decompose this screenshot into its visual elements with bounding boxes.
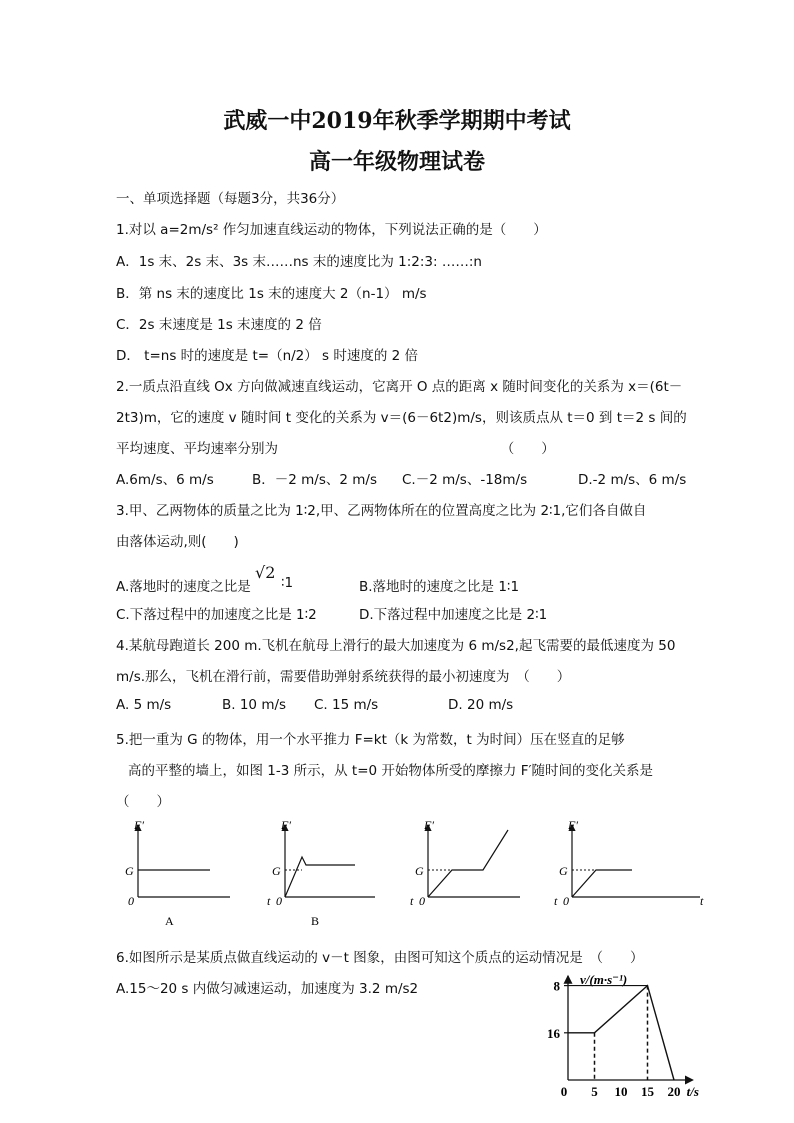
q6-option-a: A.15～20 s 内做匀减速运动，加速度为 3.2 m/s2 xyxy=(116,981,419,997)
q3-line1: 3.甲、乙两物体的质量之比为 1∶2,甲、乙两物体所在的位置高度之比为 2∶1,它们各自做自 xyxy=(116,503,647,519)
q1-option-c: C．2s 末速度是 1s 末速度的 2 倍 xyxy=(116,317,322,333)
y-tick-label: 16 xyxy=(547,1025,560,1041)
x-tick-label: 15 xyxy=(641,1084,654,1099)
q1-stem: 1.对以 a=2m/s² 作匀加速直线运动的物体，下列说法正确的是（ ） xyxy=(116,222,547,238)
origin-label: 0 xyxy=(419,894,425,908)
q4-line1: 4.某航母跑道长 200 m.飞机在航母上滑行的最大加速度为 6 m/s2,起飞需要的最低速度为 50 xyxy=(116,638,676,654)
g-label: G xyxy=(559,864,568,878)
q5-line1: 5.把一重为 G 的物体，用一个水平推力 F=kt（k 为常数，t 为时间）压在竖直的足够 xyxy=(116,732,625,748)
q5-line2: 高的平整的墙上，如图 1-3 所示，从 t=0 开始物体所受的摩擦力 F′随时间的变化关系是 xyxy=(128,763,654,779)
x-tick-label: 20 xyxy=(667,1084,681,1099)
q2-option-c: C.－2 m/s、-18m/s xyxy=(402,472,528,488)
origin-label: 0 xyxy=(563,894,569,908)
q2-line2: 2t3)m，它的速度 v 随时间 t 变化的关系为 v＝(6－6t2)m/s，则该质点从 t＝0 到 t＝2 s 间的 xyxy=(116,410,687,426)
t-axis-label: t xyxy=(410,894,414,908)
g-label: G xyxy=(415,864,424,878)
origin-label: 0 xyxy=(276,894,282,908)
origin-label: 0 xyxy=(128,894,134,908)
f-axis-label: F′ xyxy=(281,818,291,832)
q4-line2: m/s.那么，飞机在滑行前，需要借助弹射系统获得的最小初速度为 （ ） xyxy=(116,669,571,685)
graph-option-a xyxy=(125,818,230,928)
q4-option-b: B. 10 m/s xyxy=(222,697,287,713)
sqrt2-symbol: √2 xyxy=(255,563,276,582)
q4-option-c: C. 15 m/s xyxy=(314,697,379,713)
q2-option-b: B．－2 m/s、2 m/s xyxy=(252,472,377,488)
q3-option-d: D.下落过程中加速度之比是 2∶1 xyxy=(359,607,548,623)
x-tick-label: 10 xyxy=(614,1084,628,1099)
x-axis-label: t/s xyxy=(686,1084,699,1099)
q3-option-a-suffix: ∶1 xyxy=(281,575,294,591)
vt-chart xyxy=(540,970,740,1100)
q4-option-d: D. 20 m/s xyxy=(448,697,514,713)
q1-option-b: B．第 ns 末的速度比 1s 末的速度大 2（n-1） m/s xyxy=(116,286,427,302)
graph-option-c xyxy=(410,818,520,908)
exam-title: 武威一中2019年秋季学期期中考试 xyxy=(223,108,571,134)
q6-stem: 6.如图所示是某质点做直线运动的 v－t 图象，由图可知这个质点的运动情况是 （ ） xyxy=(116,950,644,966)
f-axis-label: F′ xyxy=(424,818,434,832)
x-tick-label: 5 xyxy=(591,1084,598,1099)
t-axis-label: t xyxy=(554,894,558,908)
g-label: G xyxy=(272,864,281,878)
option-a-label: A xyxy=(165,914,174,928)
q2-option-a: A.6m/s、6 m/s xyxy=(116,472,214,488)
f-axis-label: F′ xyxy=(568,818,578,832)
x-tick-label: 0 xyxy=(560,1084,568,1099)
q2-line3: 平均速度、平均速率分别为 （ ） xyxy=(116,441,555,457)
q3-line2: 由落体运动,则( ) xyxy=(116,534,239,550)
q2-option-d: D.-2 m/s、6 m/s xyxy=(578,472,687,488)
q2-line1: 2.一质点沿直线 Ox 方向做减速直线运动，它离开 O 点的距离 x 随时间变化的关系为 x＝(6t－ xyxy=(116,379,683,395)
q3-option-b: B.落地时的速度之比是 1∶1 xyxy=(359,579,520,595)
t-axis-label: t xyxy=(267,894,271,908)
f-axis-label: F′ xyxy=(134,818,144,832)
vt-series-line xyxy=(568,986,674,1080)
section-heading: 一、单项选择题（每题3分，共36分） xyxy=(116,191,345,207)
q3-option-a-prefix: A.落地时的速度之比是 xyxy=(116,579,251,595)
q5-line3: （ ） xyxy=(116,794,170,810)
option-b-label: B xyxy=(311,914,320,928)
q1-option-d: D． t=ns 时的速度是 t=（n/2） s 时速度的 2 倍 xyxy=(116,348,419,364)
q1-option-a: A．1s 末、2s 末、3s 末……ns 末的速度比为 1:2:3: ……:n xyxy=(116,254,482,270)
q4-option-a: A. 5 m/s xyxy=(116,697,172,713)
exam-subtitle: 高一年级物理试卷 xyxy=(308,149,485,175)
y-axis-label: v/(m·s⁻¹) xyxy=(580,972,628,987)
y-tick-label: 8 xyxy=(553,978,560,994)
g-label: G xyxy=(125,864,134,878)
graph-option-d xyxy=(554,818,704,908)
t-axis-label: t xyxy=(700,894,704,908)
q3-option-c: C.下落过程中的加速度之比是 1∶2 xyxy=(116,607,317,623)
graph-option-b xyxy=(267,818,375,928)
q5-option-graphs xyxy=(110,815,730,935)
